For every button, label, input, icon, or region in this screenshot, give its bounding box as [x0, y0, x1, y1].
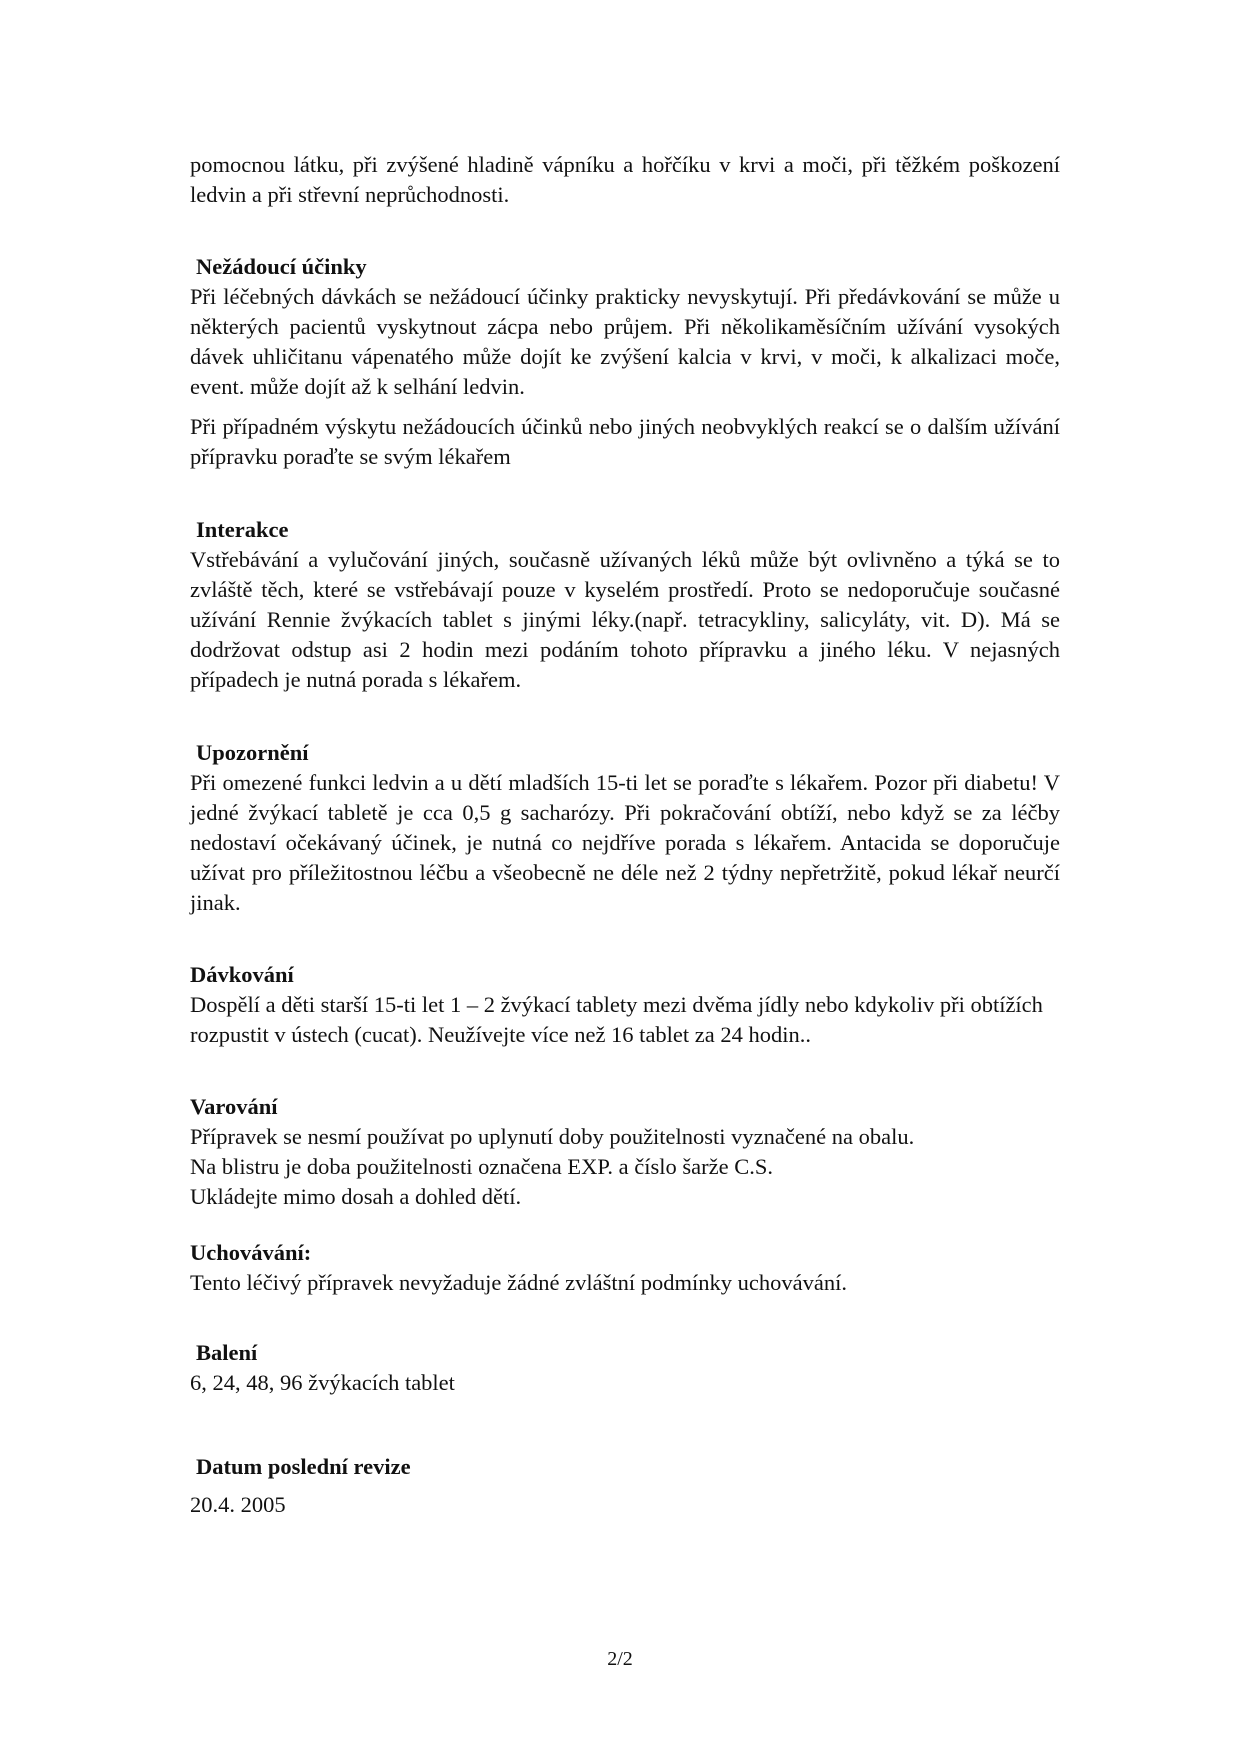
side-effects-heading: Nežádoucí účinky [196, 254, 367, 279]
notes-paragraph: Při omezené funkci ledvin a u dětí mladších 15-ti let se poraďte s lékařem. Pozor při diabetu! V jedné žvýkací tabletě je cca 0,5 g sacharózy. Při pokračování obtíží, nebo když se za léčby nedostaví očekávaný účinek, je nutná co nejdříve porada s lékařem. Antacida se doporučuje užívat pro příležitostnou léčbu a všeobecně ne déle než 2 týdny nepřetržitě, pokud lékař neurčí jinak. [190, 770, 1060, 915]
storage-heading: Uchovávání: [190, 1240, 312, 1265]
notes-heading: Upozornění [196, 740, 309, 765]
side-effects-paragraph-1: Při léčebných dávkách se nežádoucí účinky prakticky nevyskytují. Při předávkování se může u některých pacientů vyskytnout zácpa nebo průjem. Při několikaměsíčním užívání vysokých dávek uhličitanu vápenatého může dojít ke zvýšení kalcia v krvi, v moči, k alkalizaci moče, event. může dojít až k selhání ledvin. [190, 284, 1060, 399]
section-caution [190, 1092, 1060, 1212]
intro-section [190, 150, 1060, 210]
dosage-paragraph: Dospělí a děti starší 15-ti let 1 – 2 žvýkací tablety mezi dvěma jídly nebo kdykoliv při obtížích rozpustit v ústech (cucat). Neužívejte více než 16 tablet za 24 hodin.. [190, 992, 1043, 1047]
section-warnings-notes [190, 738, 1060, 918]
revision-heading: Datum poslední revize [196, 1454, 411, 1479]
section-storage [190, 1238, 1060, 1298]
section-side-effects [190, 252, 1060, 472]
storage-paragraph: Tento léčivý přípravek nevyžaduje žádné zvláštní podmínky uchovávání. [190, 1270, 847, 1295]
caution-line-2: Na blistru je doba použitelnosti označena EXP. a číslo šarže C.S. [190, 1154, 773, 1179]
section-revision-date [190, 1452, 1060, 1520]
interactions-paragraph: Vstřebávání a vylučování jiných, současně užívaných léků může být ovlivněno a týká se to zvláště těch, které se vstřebávají pouze v kyselém prostředí. Proto se nedoporučuje současné užívání Rennie žvýkacích tablet s jinými léky.(např. tetracykliny, salicyláty, vit. D). Má se dodržovat odstup asi 2 hodin mezi podáním tohoto přípravku a jiného léku. V nejasných případech je nutná porada s lékařem. [190, 547, 1060, 692]
section-interactions [190, 515, 1060, 695]
page-number: 2/2 [607, 1648, 633, 1670]
section-packaging [190, 1338, 1060, 1398]
side-effects-paragraph-2: Při případném výskytu nežádoucích účinků nebo jiných neobvyklých reakcí se o dalším užívání přípravku poraďte se svým lékařem [190, 414, 1060, 469]
caution-heading: Varování [190, 1094, 278, 1119]
revision-date: 20.4. 2005 [190, 1492, 286, 1517]
packaging-heading: Balení [196, 1340, 258, 1365]
interactions-heading: Interakce [196, 517, 289, 542]
packaging-paragraph: 6, 24, 48, 96 žvýkacích tablet [190, 1370, 455, 1395]
caution-line-1: Přípravek se nesmí používat po uplynutí doby použitelnosti vyznačené na obalu. [190, 1124, 915, 1149]
caution-line-3: Ukládejte mimo dosah a dohled dětí. [190, 1184, 522, 1209]
section-dosage [190, 960, 1060, 1050]
intro-paragraph: pomocnou látku, při zvýšené hladině vápníku a hořčíku v krvi a moči, při těžkém poškození ledvin a při střevní neprůchodnosti. [190, 152, 1060, 207]
dosage-heading: Dávkování [190, 962, 294, 987]
